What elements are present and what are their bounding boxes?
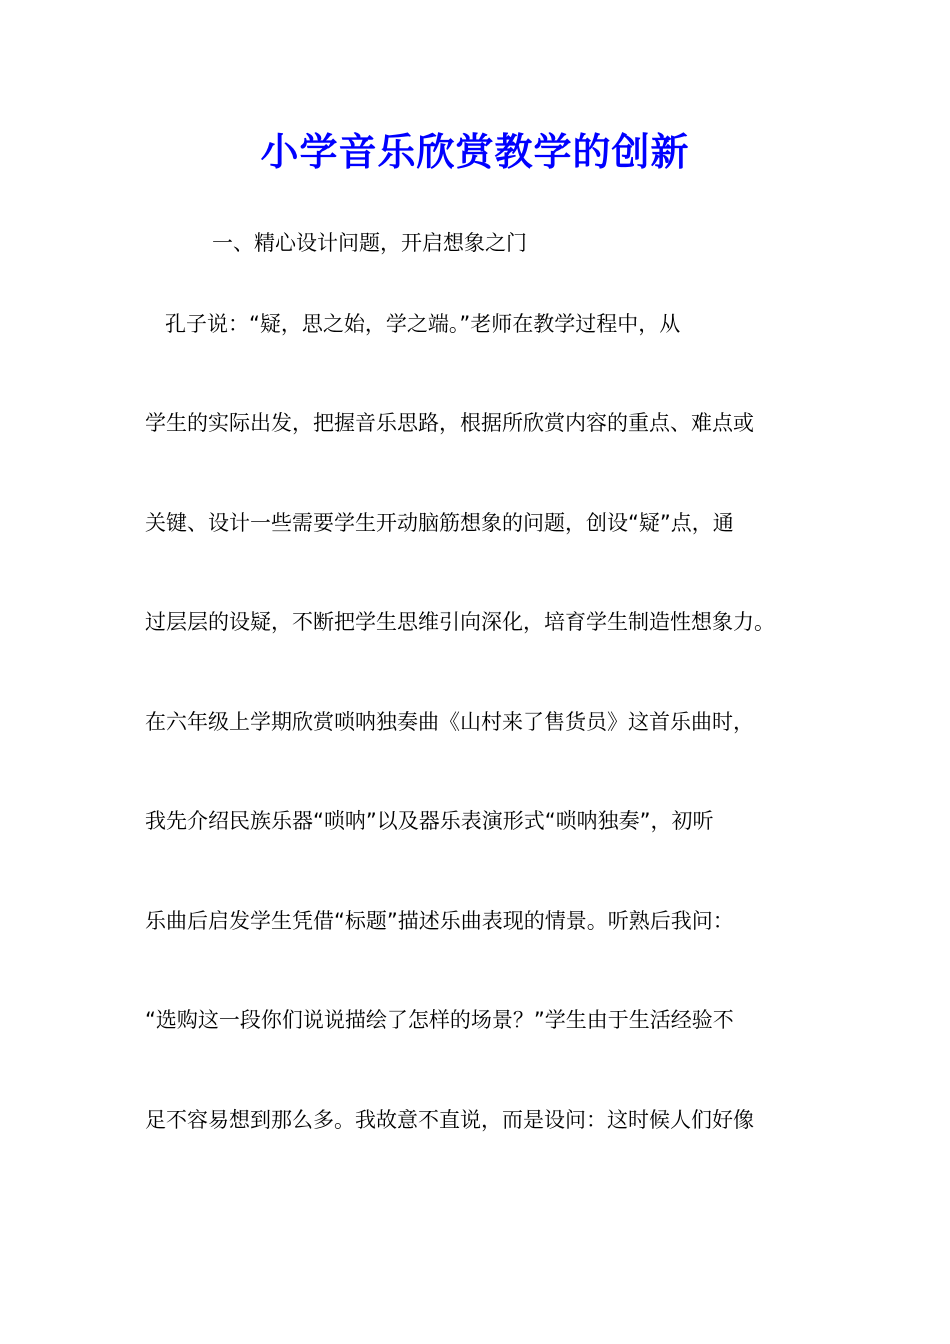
paragraph-line-7: 乐曲后启发学生凭借“标题”描述乐曲表现的情景。听熟后我问： <box>145 909 734 933</box>
paragraph-line-3: 关键、设计一些需要学生开动脑筋想象的问题，创设“疑”点，通 <box>145 511 734 535</box>
paragraph-line-9: 足不容易想到那么多。我故意不直说，而是设问：这时候人们好像 <box>145 1108 754 1132</box>
paragraph-line-8: “选购这一段你们说说描绘了怎样的场景？”学生由于生活经验不 <box>145 1008 734 1032</box>
paragraph-line-6: 我先介绍民族乐器“唢呐”以及器乐表演形式“唢呐独奏”，初听 <box>145 809 714 833</box>
document-title: 小学音乐欣赏教学的创新 <box>260 129 690 174</box>
paragraph-line-4: 过层层的设疑，不断把学生思维引向深化，培育学生制造性想象力。 <box>145 610 775 634</box>
paragraph-line-5: 在六年级上学期欣赏唢呐独奏曲《山村来了售货员》这首乐曲时， <box>145 710 754 734</box>
paragraph-line-1: 孔子说：“疑，思之始，学之端。”老师在教学过程中，从 <box>145 312 681 336</box>
paragraph-line-2: 学生的实际出发，把握音乐思路，根据所欣赏内容的重点、难点或 <box>145 411 754 435</box>
section-heading: 一、精心设计问题，开启想象之门 <box>212 231 527 255</box>
